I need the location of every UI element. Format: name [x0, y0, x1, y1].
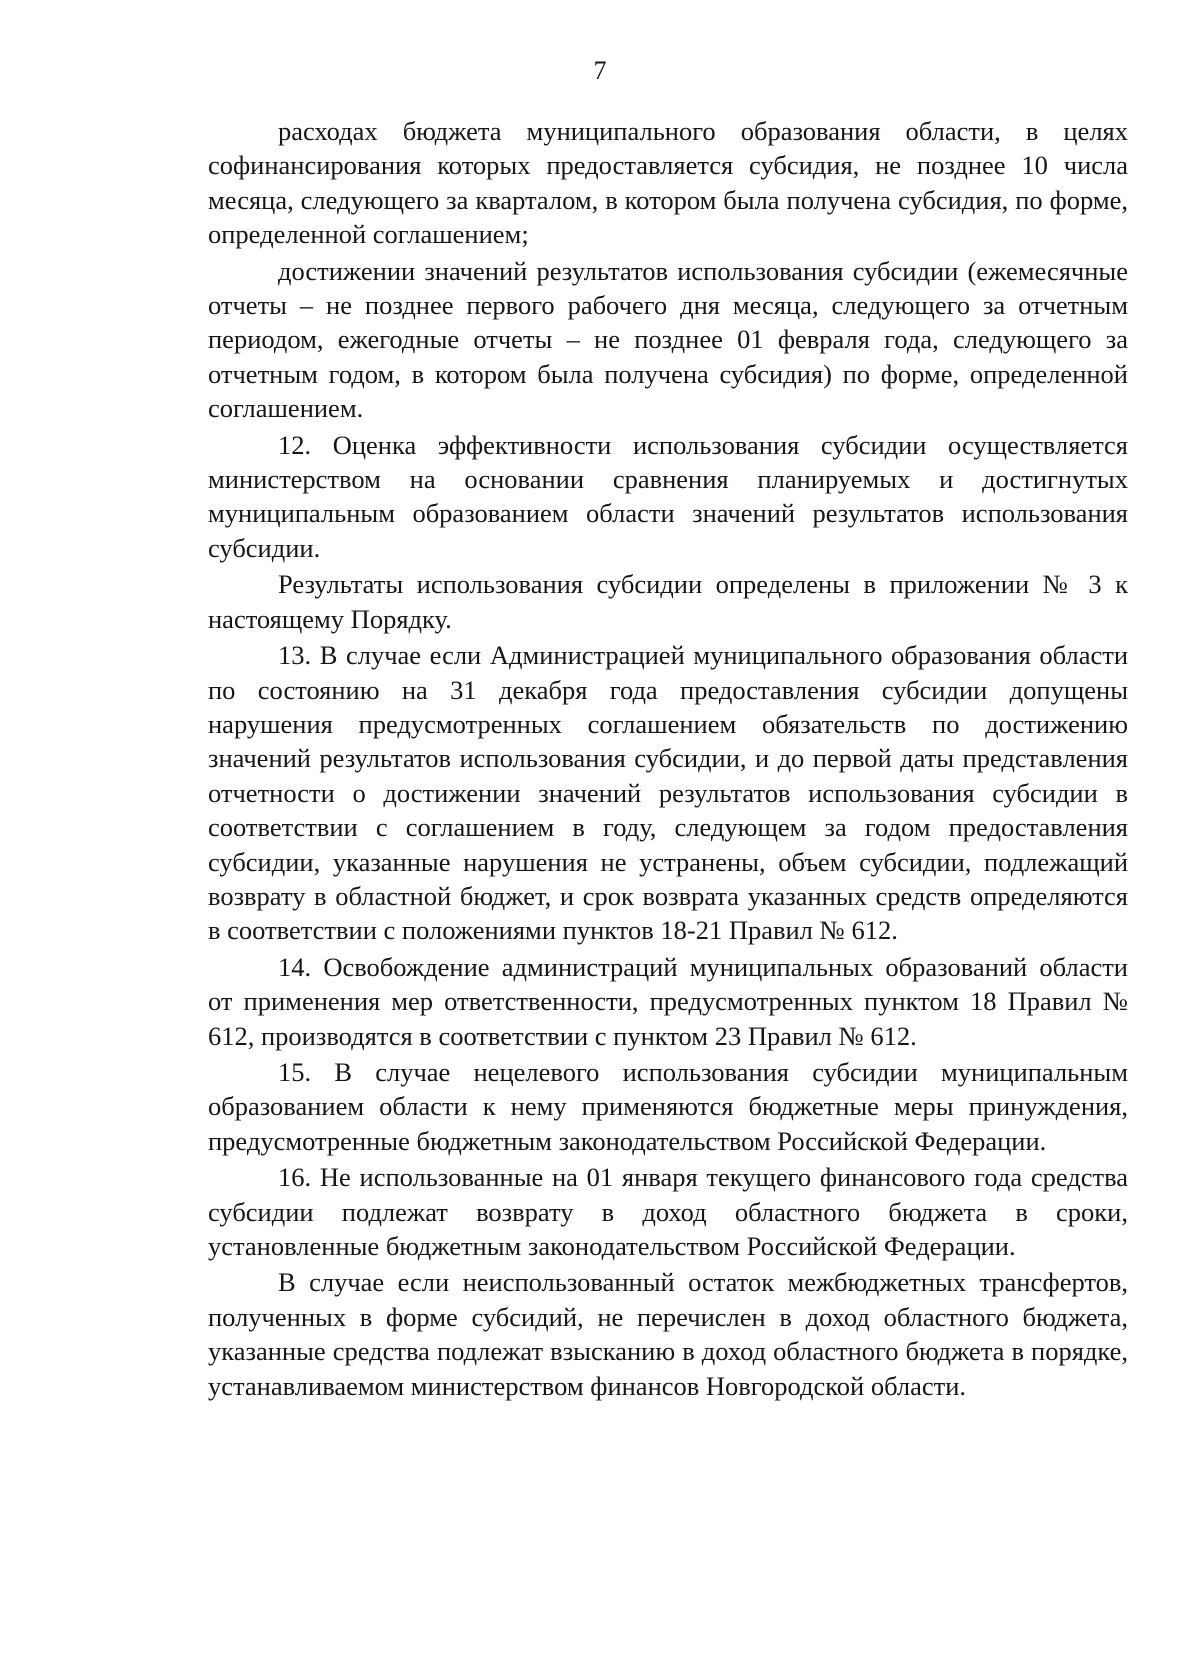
paragraph-report-results: достижении значений результатов использования субсидии (ежемесячные отчеты – не позднее первого рабочего дня месяца, следующего за отчетным периодом, ежегодные отчеты – не позднее 01 февраля года, следующего за отчетным годом, в котором была получена субсидия) по форме, определенной соглашением.	[208, 255, 1128, 424]
paragraph-results-appendix: Результаты использования субсидии определены в приложении № 3 к настоящему Порядку.	[208, 569, 1128, 634]
paragraph-item-12: 12. Оценка эффективности использования субсидии осуществляется министерством на основании сравнения планируемых и достигнутых муниципальным образованием области значений результатов использования субсидии.	[208, 429, 1128, 563]
paragraph-item-15: 15. В случае нецелевого использования субсидии муниципальным образованием области к нему применяются бюджетные меры принуждения, предусмотренные бюджетным законодательством Российской Федерации.	[208, 1056, 1128, 1156]
page-number: 7	[593, 56, 607, 85]
document-body	[208, 114, 1128, 1403]
paragraph-item-14: 14. Освобождение администраций муниципальных образований области от применения мер ответственности, предусмотренных пунктом 18 Правил № 612, производятся в соответствии с пунктом 23 Правил № 612.	[208, 951, 1128, 1051]
paragraph-item-13: 13. В случае если Администрацией муниципального образования области по состоянию на 31 декабря года предоставления субсидии допущены нарушения предусмотренных соглашением обязательств по достижению значений результатов использования субсидии, и до первой даты представления отчетности о достижении значений результатов использования субсидии в соответствии с соглашением в году, следующем за годом предоставления субсидии, указанные нарушения не устранены, объем субсидии, подлежащий возврату в областной бюджет, и срок возврата указанных средств определяются в соответствии с положениями пунктов 18-21 Правил № 612.	[208, 640, 1128, 946]
paragraph-report-expenses: расходах бюджета муниципального образования области, в целях софинансирования которых предоставляется субсидия, не позднее 10 числа месяца, следующего за кварталом, в котором была получена субсидия, по форме, определенной соглашением;	[208, 116, 1128, 250]
paragraph-item-16: 16. Не использованные на 01 января текущего финансового года средства субсидии подлежат возврату в доход областного бюджета в сроки, установленные бюджетным законодательством Российской Федерации.	[208, 1162, 1128, 1261]
paragraph-unused-balance: В случае если неиспользованный остаток межбюджетных трансфертов, полученных в форме субсидий, не перечислен в доход областного бюджета, указанные средства подлежат взысканию в доход областного бюджета в порядке, устанавливаемом министерством финансов Новгородской области.	[208, 1267, 1128, 1401]
